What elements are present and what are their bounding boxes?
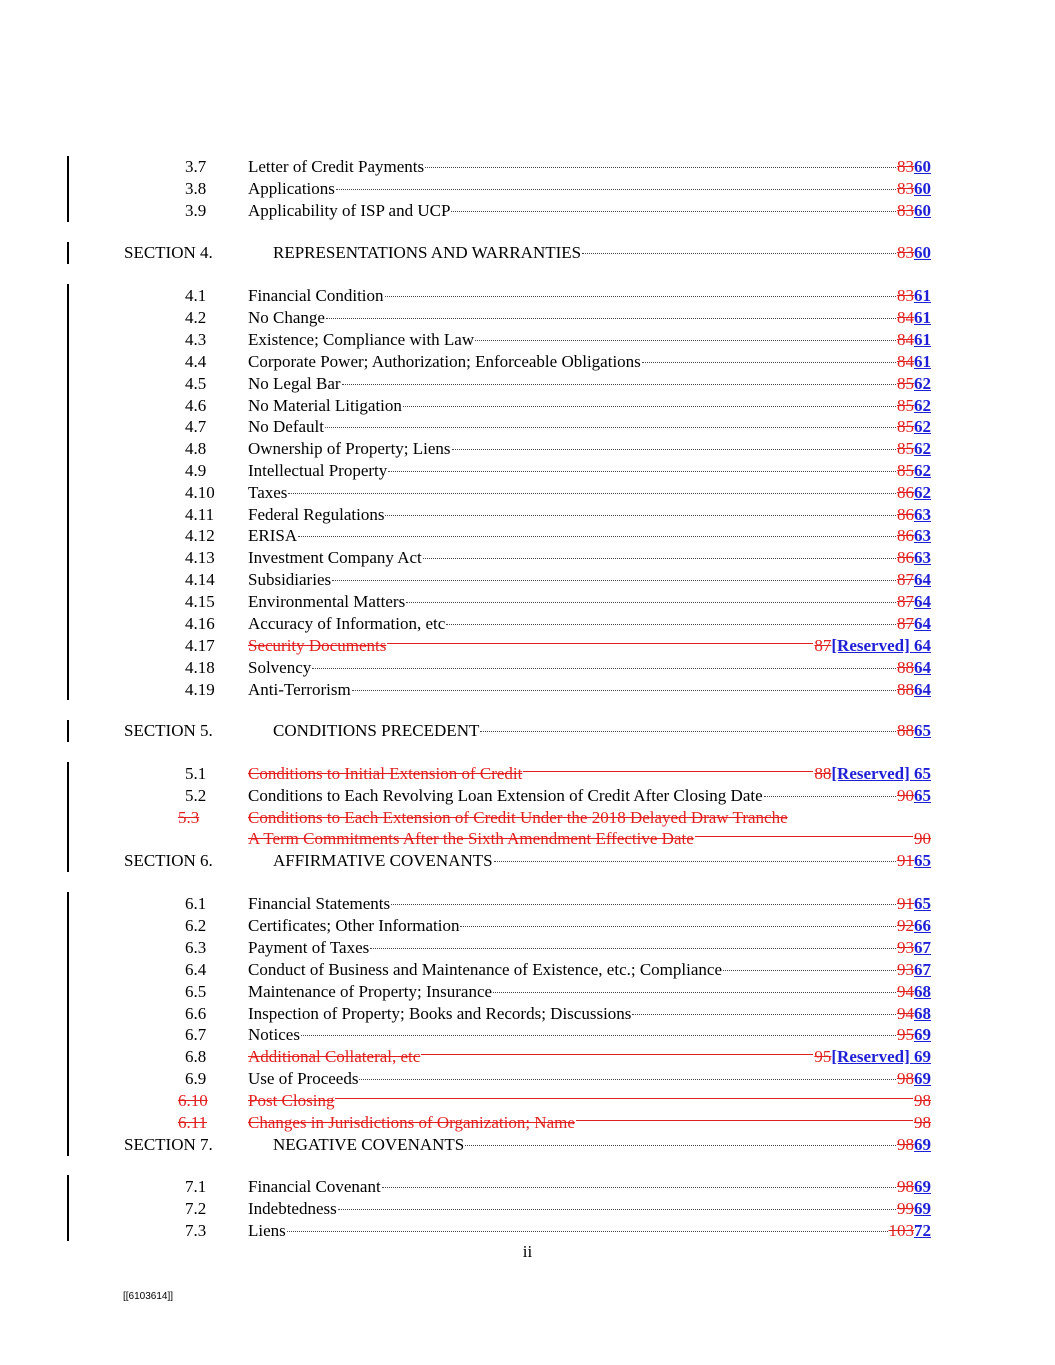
toc-number: 6.1 (185, 894, 207, 913)
dot-leader (425, 167, 896, 168)
old-page: 85 (897, 396, 914, 415)
dot-leader (493, 992, 896, 993)
new-page[interactable]: 65 (914, 786, 931, 805)
old-page: 84 (897, 352, 914, 371)
old-page: 88 (897, 721, 914, 740)
toc-row[interactable] (0, 395, 1055, 417)
toc-number: 6.11 (178, 1113, 208, 1132)
toc-number: 4.3 (185, 330, 207, 349)
new-page[interactable]: 69 (914, 1177, 931, 1196)
dot-leader (301, 1035, 896, 1036)
dot-leader (475, 340, 896, 341)
toc-row[interactable] (0, 937, 1055, 959)
section-title: CONDITIONS PRECEDENT (273, 721, 480, 740)
toc-number: 4.17 (185, 636, 215, 655)
toc-title: Conditions to Each Extension of Credit Under the 2018 Delayed Draw Tranche (248, 808, 788, 827)
old-page: 98 (897, 1069, 914, 1088)
toc-number: 6.8 (185, 1047, 207, 1066)
old-page: 94 (897, 982, 914, 1001)
old-page: 87 (897, 592, 914, 611)
toc-row[interactable] (0, 285, 1055, 307)
new-page[interactable]: 69 (914, 1069, 931, 1088)
dot-leader (288, 493, 896, 494)
old-page: 88 (897, 680, 914, 699)
new-page[interactable]: 65 (914, 721, 931, 740)
toc-title: No Material Litigation (248, 396, 402, 415)
toc-title: Conduct of Business and Maintenance of Existence, etc.; Compliance (248, 960, 722, 979)
toc-title: No Default (248, 417, 325, 436)
toc-row[interactable] (0, 763, 1055, 785)
dot-leader (325, 427, 896, 428)
new-page[interactable]: 68 (914, 1004, 931, 1023)
dot-leader (336, 189, 896, 190)
dot-leader (452, 449, 896, 450)
dot-leader (764, 796, 896, 797)
dot-leader (352, 690, 896, 691)
toc-row[interactable] (0, 613, 1055, 635)
old-page: 88 (897, 658, 914, 677)
section-number: SECTION 6. (124, 851, 213, 870)
dot-leader (460, 926, 896, 927)
toc-number: 7.3 (185, 1221, 207, 1240)
section-title: NEGATIVE COVENANTS (273, 1135, 465, 1154)
old-page: 94 (897, 1004, 914, 1023)
dot-leader (332, 580, 896, 581)
toc-row-deleted[interactable] (0, 1112, 1055, 1134)
toc-number: 6.6 (185, 1004, 207, 1023)
dot-leader (326, 318, 896, 319)
new-page[interactable]: [Reserved] 65 (831, 764, 931, 783)
toc-number: 6.5 (185, 982, 207, 1001)
toc-number: 4.6 (185, 396, 207, 415)
old-page: 88 (814, 764, 832, 783)
toc-title: Anti-Terrorism (248, 680, 351, 699)
old-page: 83 (897, 157, 914, 176)
toc-title: Conditions to Each Revolving Loan Extension of Credit After Closing Date (248, 786, 763, 805)
toc-title: Conditions to Initial Extension of Credit (248, 764, 523, 783)
dot-leader (385, 296, 896, 297)
toc-title: Notices (248, 1025, 300, 1044)
new-page[interactable]: 63 (914, 505, 931, 524)
dot-leader (723, 970, 896, 971)
old-page: 95 (897, 1025, 914, 1044)
old-page: 83 (897, 243, 914, 262)
toc-section-row[interactable] (0, 850, 1055, 872)
new-page[interactable]: 64 (914, 592, 931, 611)
toc-row[interactable] (0, 1046, 1055, 1068)
dot-leader (385, 515, 896, 516)
new-page[interactable]: 64 (914, 680, 931, 699)
toc-title: Taxes (248, 483, 288, 502)
new-page[interactable]: 65 (914, 851, 931, 870)
toc-number: 4.2 (185, 308, 207, 327)
toc-row[interactable] (0, 959, 1055, 981)
old-page: 98 (897, 1135, 914, 1154)
toc-row[interactable] (0, 635, 1055, 657)
toc-title: Financial Covenant (248, 1177, 381, 1196)
new-page[interactable]: 69 (914, 1135, 931, 1154)
toc-title-continued: A Term Commitments After the Sixth Amendment Effective Date (248, 829, 694, 848)
new-page[interactable]: 64 (914, 570, 931, 589)
toc-number: 4.1 (185, 286, 207, 305)
new-page[interactable]: 63 (914, 548, 931, 567)
toc-row[interactable] (0, 1003, 1055, 1025)
toc-number: 4.11 (185, 505, 215, 524)
new-page[interactable]: 63 (914, 526, 931, 545)
dot-leader (287, 1231, 888, 1232)
toc-number: 3.9 (185, 201, 207, 220)
toc-section-row[interactable] (0, 1134, 1055, 1156)
old-page: 95 (814, 1047, 832, 1066)
dot-leader (298, 536, 896, 537)
toc-number: 4.8 (185, 439, 207, 458)
strike-leader (523, 771, 813, 772)
dot-leader (465, 1145, 896, 1146)
toc-title: Letter of Credit Payments (248, 157, 425, 176)
old-page: 86 (897, 505, 914, 524)
old-page: 87 (814, 636, 832, 655)
new-page[interactable]: 69 (914, 1025, 931, 1044)
toc-section-row[interactable] (0, 720, 1055, 742)
toc-number: 4.15 (185, 592, 215, 611)
toc-row[interactable] (0, 525, 1055, 547)
old-page: 99 (897, 1199, 914, 1218)
toc-row-deleted[interactable] (0, 828, 1055, 850)
dot-leader (494, 861, 896, 862)
toc-title: Financial Statements (248, 894, 391, 913)
toc-row[interactable] (0, 785, 1055, 807)
toc-title: Indebtedness (248, 1199, 337, 1218)
new-page[interactable]: 61 (914, 286, 931, 305)
toc-row[interactable] (0, 351, 1055, 373)
toc-title: Accuracy of Information, etc (248, 614, 446, 633)
toc-title: Ownership of Property; Liens (248, 439, 451, 458)
toc-number: 7.1 (185, 1177, 207, 1196)
toc-number: 6.10 (178, 1091, 208, 1110)
toc-number: 4.16 (185, 614, 215, 633)
new-page[interactable]: 67 (914, 938, 931, 957)
new-page[interactable]: 61 (914, 352, 931, 371)
toc-number: 6.9 (185, 1069, 207, 1088)
toc-number: 4.10 (185, 483, 215, 502)
section-number: SECTION 7. (124, 1135, 213, 1154)
dot-leader (406, 602, 896, 603)
toc-row[interactable] (0, 460, 1055, 482)
toc-title: Applicability of ISP and UCP (248, 201, 451, 220)
toc-row[interactable] (0, 893, 1055, 915)
old-page: 87 (897, 614, 914, 633)
toc-row[interactable] (0, 438, 1055, 460)
toc-row-deleted[interactable] (0, 807, 1055, 829)
toc-section-row[interactable] (0, 242, 1055, 264)
old-page: 91 (897, 894, 914, 913)
new-page[interactable]: [Reserved] 69 (831, 1047, 931, 1066)
new-page[interactable]: 66 (914, 916, 931, 935)
old-page: 85 (897, 374, 914, 393)
toc-row[interactable] (0, 307, 1055, 329)
new-page[interactable]: 60 (914, 179, 931, 198)
toc-number: 4.7 (185, 417, 207, 436)
dot-leader (382, 1187, 896, 1188)
toc-number: 4.9 (185, 461, 207, 480)
dot-leader (342, 384, 896, 385)
document-id: [[6103614]] (123, 1291, 174, 1302)
old-page: 90 (897, 786, 914, 805)
old-page: 93 (897, 960, 914, 979)
old-page: 85 (897, 417, 914, 436)
dot-leader (642, 362, 896, 363)
new-page[interactable]: 62 (914, 374, 931, 393)
new-page[interactable]: 68 (914, 982, 931, 1001)
dot-leader (446, 624, 896, 625)
toc-row[interactable] (0, 1068, 1055, 1090)
toc-title: Environmental Matters (248, 592, 406, 611)
old-page: 86 (897, 526, 914, 545)
old-page: 85 (897, 439, 914, 458)
dot-leader (391, 904, 896, 905)
toc-row[interactable] (0, 156, 1055, 178)
toc-row[interactable] (0, 504, 1055, 526)
toc-title: Inspection of Property; Books and Records; Discussions (248, 1004, 632, 1023)
toc-number: 5.3 (178, 808, 200, 827)
old-page: 83 (897, 201, 914, 220)
toc-number: 4.18 (185, 658, 215, 677)
toc-title: Use of Proceeds (248, 1069, 359, 1088)
toc-title: Corporate Power; Authorization; Enforceable Obligations (248, 352, 641, 371)
dot-leader (451, 211, 896, 212)
dot-leader (370, 948, 896, 949)
toc-number: 4.4 (185, 352, 207, 371)
old-page: 98 (914, 1091, 931, 1110)
page-number: ii (522, 1242, 533, 1261)
new-page[interactable]: 62 (914, 461, 931, 480)
new-page[interactable]: 69 (914, 1199, 931, 1218)
old-page: 83 (897, 286, 914, 305)
toc-title: Additional Collateral, etc (248, 1047, 421, 1066)
toc-title: Existence; Compliance with Law (248, 330, 475, 349)
toc-row[interactable] (0, 569, 1055, 591)
old-page: 84 (897, 330, 914, 349)
toc-title: Security Documents (248, 636, 387, 655)
old-page: 83 (897, 179, 914, 198)
new-page[interactable]: 61 (914, 308, 931, 327)
toc-row-deleted[interactable] (0, 1090, 1055, 1112)
toc-row[interactable] (0, 1176, 1055, 1198)
dot-leader (403, 406, 896, 407)
toc-number: 4.14 (185, 570, 215, 589)
new-page[interactable]: 60 (914, 201, 931, 220)
new-page[interactable]: 62 (914, 417, 931, 436)
old-page: 90 (914, 829, 931, 848)
dot-leader (582, 253, 896, 254)
strike-leader (695, 836, 913, 837)
section-title: AFFIRMATIVE COVENANTS (273, 851, 493, 870)
toc-row[interactable] (0, 1024, 1055, 1046)
toc-number: 4.13 (185, 548, 215, 567)
old-page: 98 (897, 1177, 914, 1196)
new-page[interactable]: 62 (914, 483, 931, 502)
toc-number: 4.12 (185, 526, 215, 545)
toc-number: 3.8 (185, 179, 207, 198)
toc-number: 7.2 (185, 1199, 207, 1218)
dot-leader (312, 668, 896, 669)
dot-leader (423, 558, 896, 559)
toc-number: 5.1 (185, 764, 207, 783)
toc-number: 4.5 (185, 374, 207, 393)
new-page[interactable]: [Reserved] 64 (831, 636, 931, 655)
new-page[interactable]: 67 (914, 960, 931, 979)
toc-title: Maintenance of Property; Insurance (248, 982, 493, 1001)
strike-leader (421, 1054, 813, 1055)
toc-title: Federal Regulations (248, 505, 385, 524)
toc-number: 6.3 (185, 938, 207, 957)
old-page: 98 (914, 1113, 931, 1132)
toc-title: Changes in Jurisdictions of Organization; Name (248, 1113, 575, 1132)
toc-row[interactable] (0, 591, 1055, 613)
section-title: REPRESENTATIONS AND WARRANTIES (273, 243, 582, 262)
toc-row[interactable] (0, 178, 1055, 200)
toc-number: 5.2 (185, 786, 207, 805)
dot-leader (632, 1014, 896, 1015)
toc-row[interactable] (0, 547, 1055, 569)
new-page[interactable]: 60 (914, 157, 931, 176)
toc-row[interactable] (0, 1198, 1055, 1220)
toc-title: Solvency (248, 658, 312, 677)
strike-leader (387, 643, 813, 644)
toc-title: Payment of Taxes (248, 938, 370, 957)
dot-leader (338, 1209, 896, 1210)
new-page[interactable]: 60 (914, 243, 931, 262)
toc-row[interactable] (0, 1220, 1055, 1242)
new-page[interactable]: 61 (914, 330, 931, 349)
old-page: 92 (897, 916, 914, 935)
section-number: SECTION 4. (124, 243, 213, 262)
new-page[interactable]: 64 (914, 614, 931, 633)
toc-row[interactable] (0, 373, 1055, 395)
new-page[interactable]: 62 (914, 439, 931, 458)
toc-row[interactable] (0, 981, 1055, 1003)
toc-title: Applications (248, 179, 335, 198)
old-page: 93 (897, 938, 914, 957)
toc-number: 6.2 (185, 916, 207, 935)
toc-title: No Legal Bar (248, 374, 341, 393)
toc-row[interactable] (0, 329, 1055, 351)
old-page: 86 (897, 483, 914, 502)
toc-title: Liens (248, 1221, 286, 1240)
toc-title: Investment Company Act (248, 548, 422, 567)
old-page: 87 (897, 570, 914, 589)
toc-row[interactable] (0, 679, 1055, 701)
toc-row[interactable] (0, 482, 1055, 504)
toc-number: 6.4 (185, 960, 207, 979)
new-page[interactable]: 62 (914, 396, 931, 415)
old-page: 91 (897, 851, 914, 870)
toc-row[interactable] (0, 416, 1055, 438)
toc-title: Intellectual Property (248, 461, 388, 480)
toc-number: 3.7 (185, 157, 207, 176)
dot-leader (359, 1079, 896, 1080)
dot-leader (480, 731, 896, 732)
strike-leader (576, 1120, 913, 1121)
toc-number: 6.7 (185, 1025, 207, 1044)
toc-title: Financial Condition (248, 286, 384, 305)
section-number: SECTION 5. (124, 721, 213, 740)
toc-title: Subsidiaries (248, 570, 332, 589)
old-page: 86 (897, 548, 914, 567)
toc-title: Certificates; Other Information (248, 916, 460, 935)
new-page[interactable]: 65 (914, 894, 931, 913)
toc-title: No Change (248, 308, 325, 327)
new-page[interactable]: 64 (914, 658, 931, 677)
toc-title: Post Closing (248, 1091, 335, 1110)
toc-row[interactable] (0, 915, 1055, 937)
dot-leader (388, 471, 896, 472)
toc-row[interactable] (0, 200, 1055, 222)
old-page: 84 (897, 308, 914, 327)
old-page: 85 (897, 461, 914, 480)
toc-number: 4.19 (185, 680, 215, 699)
toc-row[interactable] (0, 657, 1055, 679)
old-page: 103 (888, 1221, 914, 1240)
toc-title: ERISA (248, 526, 298, 545)
new-page[interactable]: 72 (914, 1221, 931, 1240)
strike-leader (335, 1098, 913, 1099)
